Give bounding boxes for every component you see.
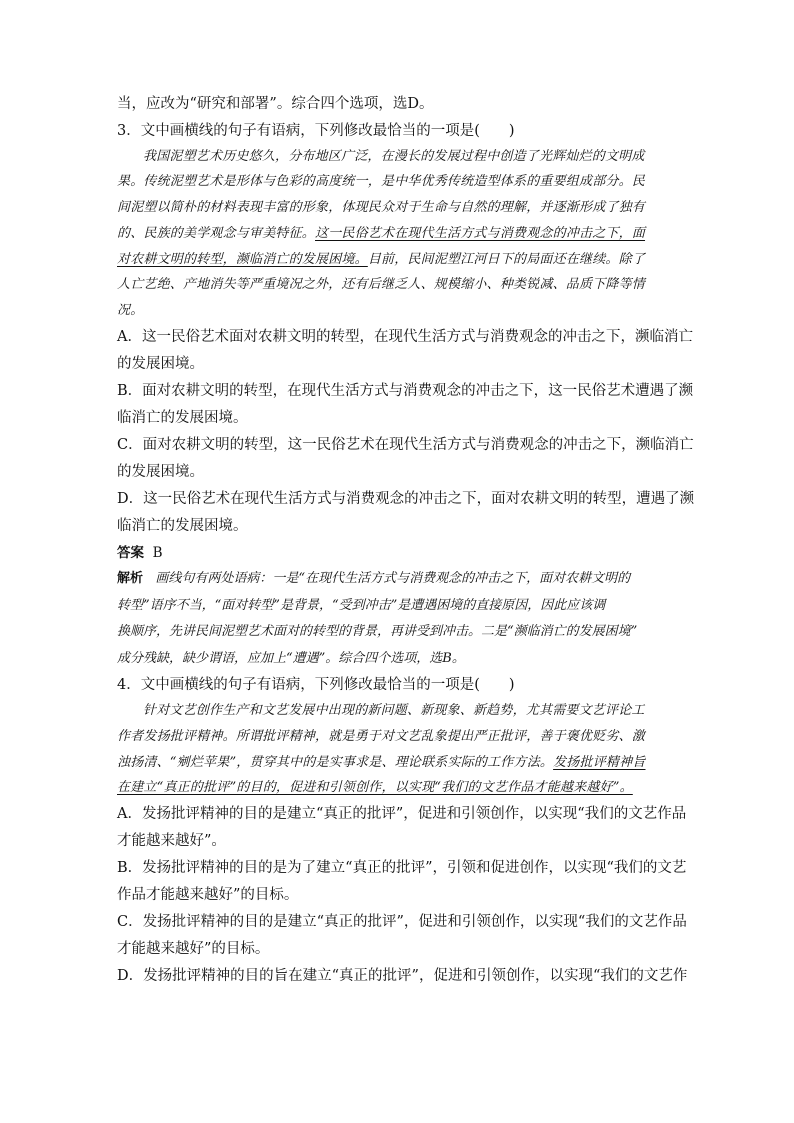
continuation-line: 当，应改为“研究和部署”。综合四个选项，选D。 xyxy=(117,96,434,112)
q3-option-c-cont: 的发展困境。 xyxy=(117,464,204,481)
document-page xyxy=(117,92,695,990)
q3-passage-text: 目前，民间泥塑江河日下的局面还在继续。除了 xyxy=(367,251,646,267)
answer-value: B xyxy=(152,545,163,562)
q4-option-c: C．发扬批评精神的目的是建立“真正的批评”，促进和引领创作，以实现“我们的文艺作品 xyxy=(117,914,687,931)
q3-option-d-cont: 临消亡的发展困境。 xyxy=(117,518,248,535)
q4-underlined-sentence: 在建立“真正的批评”的目的，促进和引领创作，以实现“我们的文艺作品才能越来越好”。 xyxy=(117,780,633,796)
explanation-text: 画线句有两处语病：一是“在现代生活方式与消费观念的冲击之下，面对农耕文明的 xyxy=(155,571,631,587)
q3-passage-line: 人亡艺绝、产地消失等严重境况之外，还有后继乏人、规模缩小、种类锐减、品质下降等情 xyxy=(117,277,646,293)
q4-option-d: D．发扬批评精神的目的旨在建立“真正的批评”，促进和引领创作，以实现“我们的文艺作 xyxy=(117,968,688,985)
q3-passage-text: 的、民族的美学观念与审美特征。 xyxy=(117,225,316,241)
q3-passage-line: 果。传统泥塑艺术是形体与色彩的高度统一，是中华优秀传统造型体系的重要组成部分。民 xyxy=(117,174,646,190)
q4-option-a-cont: 才能越来越好”。 xyxy=(117,833,226,850)
question-3-stem: 3．文中画横线的句子有语病，下列修改最恰当的一项是( ) xyxy=(117,122,515,139)
q3-passage-line xyxy=(117,247,683,273)
q4-underlined-sentence: 发扬批评精神旨 xyxy=(553,754,646,770)
answer-label: 答案 xyxy=(117,545,144,562)
q3-explanation-line: 换顺序，先讲民间泥塑艺术面对的转型的背景，再讲受到冲击。二是“濒临消亡的发展困境” xyxy=(117,624,638,640)
q3-option-c: C．面对农耕文明的转型，这一民俗艺术在现代生活方式与消费观念的冲击之下，濒临消亡 xyxy=(117,437,694,454)
q3-passage-line: 况。 xyxy=(117,303,144,319)
q4-option-a: A．发扬批评精神的目的是建立“真正的批评”，促进和引领创作，以实现“我们的文艺作品 xyxy=(117,806,687,823)
q4-option-b-cont: 作品才能越来越好”的目标。 xyxy=(117,887,299,904)
q3-passage-line: 我国泥塑艺术历史悠久，分布地区广泛，在漫长的发展过程中创造了光辉灿烂的文明成 xyxy=(143,148,645,164)
q3-option-b-cont: 临消亡的发展困境。 xyxy=(117,410,248,427)
q4-passage-line: 针对文艺创作生产和文艺发展中出现的新问题、新现象、新趋势，尤其需要文艺评论工 xyxy=(143,703,645,719)
q4-option-c-cont: 才能越来越好”的目标。 xyxy=(117,941,270,958)
q3-passage-line xyxy=(117,221,683,247)
q4-passage-text: 浊扬清、“剜烂苹果”，贯穿其中的是实事求是、理论联系实际的工作方法。 xyxy=(117,754,554,770)
q3-answer xyxy=(117,540,683,566)
q4-option-b: B．发扬批评精神的目的是为了建立“真正的批评”，引领和促进创作，以实现“我们的文艺 xyxy=(117,860,687,877)
q4-passage-line: 作者发扬批评精神。所谓批评精神，就是勇于对文艺乱象提出严正批评，善于褒优贬劣、激 xyxy=(117,728,646,744)
q3-option-d: D．这一民俗艺术在现代生活方式与消费观念的冲击之下，面对农耕文明的转型，遭遇了濒 xyxy=(117,491,695,508)
q3-underlined-sentence: 这一民俗艺术在现代生活方式与消费观念的冲击之下，面 xyxy=(315,225,646,241)
q3-explanation-line: 转型”语序不当，“面对转型”是背景，“受到冲击”是遭遇困境的直接原因，因此应该调 xyxy=(117,597,606,613)
q3-option-a: A．这一民俗艺术面对农耕文明的转型，在现代生活方式与消费观念的冲击之下，濒临消亡 xyxy=(117,329,693,346)
q3-passage-line: 间泥塑以简朴的材料表现丰富的形象，体现民众对于生命与自然的理解，并逐渐形成了独有 xyxy=(117,200,646,216)
q3-option-a-cont: 的发展困境。 xyxy=(117,356,204,373)
q3-explanation-line xyxy=(117,566,683,593)
question-4-stem: 4．文中画横线的句子有语病，下列修改最恰当的一项是( ) xyxy=(117,677,515,694)
q3-explanation-line: 成分残缺，缺少谓语，应加上“遭遇”。综合四个选项，选B。 xyxy=(117,650,465,666)
q3-option-b: B．面对农耕文明的转型，在现代生活方式与消费观念的冲击之下，这一民俗艺术遭遇了濒 xyxy=(117,383,694,400)
q4-passage-line xyxy=(117,775,683,801)
q3-underlined-sentence: 对农耕文明的转型，濒临消亡的发展困境。 xyxy=(117,251,368,267)
q4-passage-line xyxy=(117,750,683,776)
explanation-label: 解析 xyxy=(117,571,144,587)
